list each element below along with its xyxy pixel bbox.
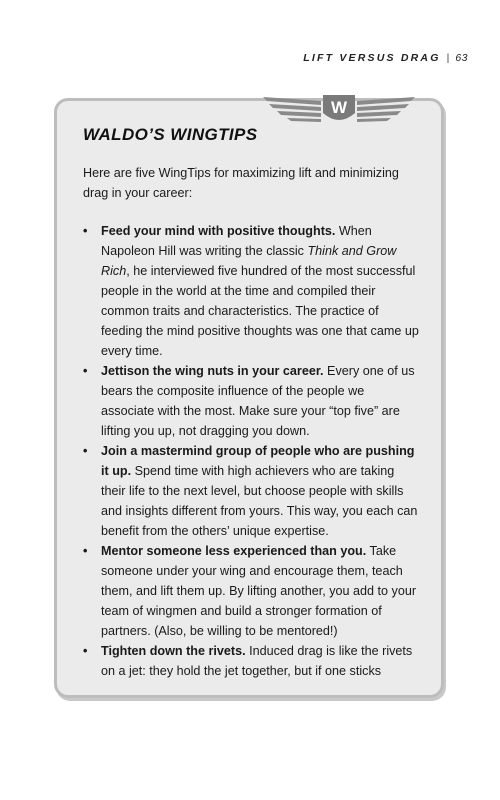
tip-body: Take someone under your wing and encourage them, teach them, and lift them up. By lifting another, you add to your team of wingmen and build a stronger formation of partners. (Also, be willing to be mentored!) bbox=[101, 544, 417, 638]
bullet-icon: • bbox=[83, 644, 88, 658]
tip-body: Spend time with high achievers who are taking their life to the next level, but choose people with skills and insights different from yours. This way, you each can benefit from the others’ unique expertise. bbox=[101, 464, 418, 538]
intro-text: Here are five WingTips for maximizing lift and minimizing drag in your career: bbox=[83, 166, 399, 200]
bullet-icon: • bbox=[83, 544, 88, 558]
tip-lead: Tighten down the rivets. bbox=[101, 644, 246, 658]
bullet-icon: • bbox=[83, 224, 88, 238]
tip-item bbox=[83, 641, 419, 681]
bullet-icon: • bbox=[83, 444, 88, 458]
tip-lead: Mentor someone less experienced than you. bbox=[101, 544, 367, 558]
bullet-icon: • bbox=[83, 364, 88, 378]
tip-item bbox=[83, 361, 419, 441]
emblem-letter: W bbox=[330, 98, 348, 117]
header-separator: | bbox=[446, 52, 450, 64]
tips-list bbox=[83, 221, 419, 681]
winged-w-emblem-icon bbox=[259, 91, 419, 127]
tip-item bbox=[83, 221, 419, 361]
book-title: Think and Grow Rich bbox=[101, 244, 397, 278]
tip-body: When Napoleon Hill was writing the classic bbox=[101, 224, 372, 258]
tip-item bbox=[83, 441, 419, 541]
tip-lead: Jettison the wing nuts in your career. bbox=[101, 364, 324, 378]
box-title: WALDO’S WINGTIPS bbox=[83, 125, 258, 144]
page-number: 63 bbox=[455, 52, 468, 64]
tip-item bbox=[83, 541, 419, 641]
tip-body: Every one of us bears the composite influence of the people we associate with the most. Make sure your “top five” are lifting you up, not dragging you down. bbox=[101, 364, 415, 438]
tip-lead: Feed your mind with positive thoughts. bbox=[101, 224, 336, 238]
running-head bbox=[303, 52, 468, 64]
wingtips-box bbox=[54, 98, 444, 698]
tip-body-cont: , he interviewed five hundred of the most successful people in the world at the time and compiled their common traits and characteristics. The practice of feeding the mind positive thoughts was one that came up every time. bbox=[101, 264, 419, 358]
chapter-title: LIFT VERSUS DRAG bbox=[303, 52, 441, 64]
tip-body: Induced drag is like the rivets on a jet: they hold the jet together, but if one sticks bbox=[101, 644, 413, 678]
tip-lead: Join a mastermind group of people who are pushing it up. bbox=[101, 444, 415, 478]
